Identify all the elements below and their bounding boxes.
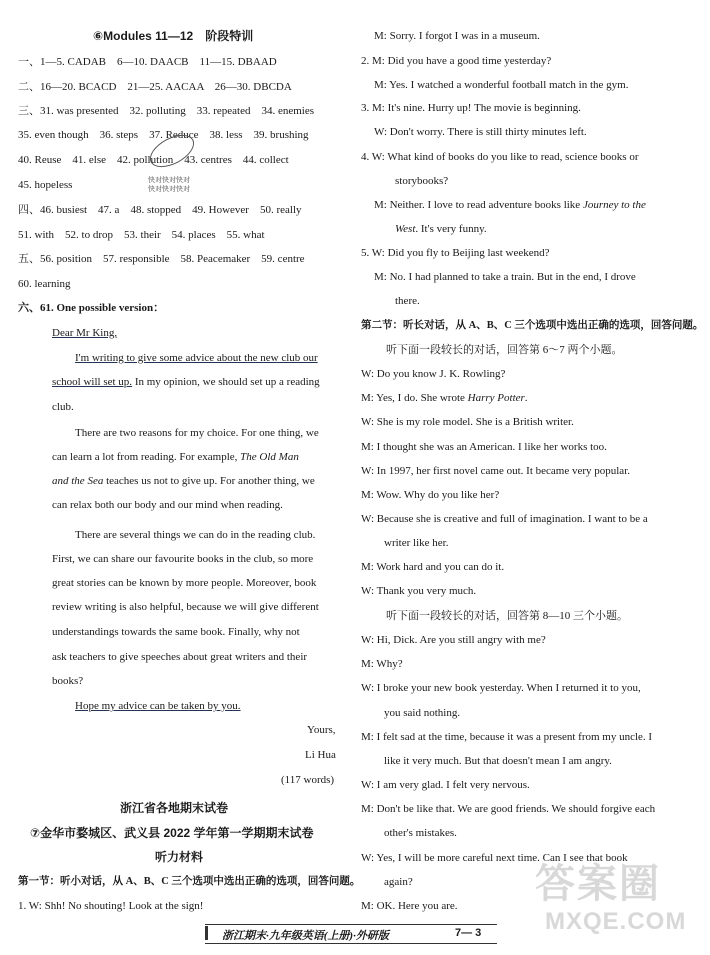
dialogue-line: W: I broke your new book yesterday. When I returned it to you,: [361, 682, 641, 694]
dialogue-line: 4. W: What kind of books do you like to read, science books or: [361, 151, 639, 163]
answer-line: 35. even though 36. steps 37. Reduce 38. less 39. brushing: [18, 129, 309, 141]
dialogue-line: M: Sorry. I forgot I was in a museum.: [374, 30, 540, 42]
essay-line: First, we can share our favourite books in the club, so more: [52, 553, 314, 565]
dialogue-text: .: [524, 392, 528, 404]
footer-bar-mark: [205, 926, 208, 940]
section-instruction: 第二节：听长对话，从 A、B、C 三个选项中选出正确的选项，回答问题。: [361, 320, 704, 331]
dialogue-line: storybooks?: [395, 175, 449, 187]
section-intro: 听下面一段较长的对话，回答第 6～7 两个小题。: [386, 344, 623, 356]
essay-line: ask teachers to give speeches about great writers and their: [52, 651, 308, 663]
essay-line: [52, 474, 315, 488]
answer-line: 一、1—5. CADAB 6—10. DAACB 11—15. DBAAD: [18, 56, 277, 68]
answer-line: 60. learning: [18, 278, 71, 290]
answer-line: 四、46. busiest 47. a 48. stopped 49. However 50. really: [18, 204, 302, 216]
answer-line: 二、16—20. BCACD 21—25. AACAA 26—30. DBCDA: [18, 81, 292, 93]
dialogue-line: M: Why?: [361, 658, 403, 670]
dialogue-line: [361, 391, 528, 405]
essay-line: [52, 450, 299, 464]
answer-line: 45. hopeless: [18, 179, 73, 191]
essay-line: club.: [52, 401, 74, 413]
closing: Yours,: [307, 724, 336, 736]
essay-line: can relax both our body and our mind when reading.: [52, 499, 283, 511]
dialogue-line: [374, 198, 646, 212]
dialogue-line: M: I thought she was an American. I like her works too.: [361, 441, 607, 453]
stamp-text: 快对快对快对: [148, 176, 190, 184]
book-title: Journey to the: [582, 199, 646, 211]
essay-text: can learn a lot from reading. For example,: [52, 451, 241, 463]
dialogue-line: W: Hi, Dick. Are you still angry with me?: [361, 634, 546, 646]
essay-line: I'm writing to give some advice about the new club our: [75, 352, 318, 364]
essay-text: In my opinion, we should set up a reading: [132, 376, 320, 388]
book-title: and the Sea: [52, 475, 104, 487]
watermark-logo: 答案圈: [535, 862, 661, 906]
essay-line: There are several things we can do in the reading club.: [75, 529, 316, 541]
essay-line: books?: [52, 675, 84, 687]
answer-line: 40. Reuse 41. else 42. pollution 43. centres 44. collect: [18, 154, 289, 166]
dialogue-line: [395, 222, 487, 236]
essay-line: great stories can be known by more people. Moreover, book: [52, 577, 317, 589]
essay-line: understandings towards the same book. Finally, why not: [52, 626, 300, 638]
dialogue-line: again?: [384, 876, 413, 888]
salutation: Dear Mr King,: [52, 327, 118, 339]
dialogue-line: W: Thank you very much.: [361, 585, 477, 597]
essay-line: [52, 375, 320, 389]
book-title: Harry Potter: [467, 392, 525, 404]
dialogue-text: M: Neither. I love to read adventure books like: [374, 199, 583, 211]
dialogue-line: M: I felt sad at the time, because it was a present from my uncle. I: [361, 731, 653, 743]
dialogue-text: M: Yes, I do. She wrote: [361, 392, 468, 404]
dialogue-line: W: She is my role model. She is a British writer.: [361, 416, 574, 428]
dialogue-line: 5. W: Did you fly to Beijing last weekend?: [361, 247, 550, 259]
dialogue-text: . It's very funny.: [415, 223, 487, 235]
dialogue-line: M: Wow. Why do you like her?: [361, 489, 500, 501]
book-title: West: [395, 223, 416, 235]
dialogue-line: you said nothing.: [384, 707, 461, 719]
dialogue-line: M: Yes. I watched a wonderful football match in the gym.: [374, 79, 629, 91]
section-instruction: 第一节：听小对话，从 A、B、C 三个选项中选出正确的选项，回答问题。: [18, 876, 361, 887]
dialogue-line: M: Don't be like that. We are good friends. We should forgive each: [361, 803, 656, 815]
watermark-url: MXQE.COM: [545, 908, 687, 935]
dialogue-line: W: I am very glad. I felt very nervous.: [361, 779, 530, 791]
listening-heading: 听力材料: [155, 850, 204, 864]
section-title: ⑥Modules 11—12 阶段特训: [93, 29, 254, 43]
essay-heading: 六、61. One possible version：: [18, 302, 165, 314]
footer-title: 浙江期末·九年级英语(上册)·外研版: [222, 930, 389, 942]
essay-line: review writing is also helpful, because we will give different: [52, 601, 319, 613]
dialogue-line: 1. W: Shh! No shouting! Look at the sign!: [18, 900, 204, 912]
dialogue-line: 2. M: Did you have a good time yesterday?: [361, 55, 552, 67]
book-title: The Old Man: [240, 451, 299, 463]
section-intro: 听下面一段较长的对话，回答第 8—10 三个小题。: [386, 610, 628, 622]
dialogue-line: W: Do you know J. K. Rowling?: [361, 368, 506, 380]
dialogue-line: 3. M: It's nine. Hurry up! The movie is beginning.: [361, 102, 581, 114]
answer-line: 五、56. position 57. responsible 58. Peacemaker 59. centre: [18, 253, 305, 265]
essay-line: Hope my advice can be taken by you.: [75, 700, 241, 712]
dialogue-line: M: OK. Here you are.: [361, 900, 458, 912]
essay-text: teaches us not to give up. For another thing, we: [103, 475, 315, 487]
dialogue-line: other's mistakes.: [384, 827, 457, 839]
answer-line: 51. with 52. to drop 53. their 54. places 55. what: [18, 229, 265, 241]
dialogue-line: M: Work hard and you can do it.: [361, 561, 505, 573]
essay-line: There are two reasons for my choice. For one thing, we: [75, 427, 319, 439]
answer-line: 三、31. was presented 32. polluting 33. repeated 34. enemies: [18, 105, 315, 117]
dialogue-line: W: Because she is creative and full of imagination. I want to be a: [361, 513, 648, 525]
page-number: 7— 3: [455, 927, 482, 939]
dialogue-line: W: Yes, I will be more careful next time. Can I see that book: [361, 852, 628, 864]
stamp-text: 快对快对快对: [148, 185, 190, 193]
dialogue-line: W: Don't worry. There is still thirty minutes left.: [374, 126, 587, 138]
dialogue-line: like it very much. But that doesn't mean I am angry.: [384, 755, 612, 767]
essay-underlined-text: school will set up.: [52, 376, 133, 388]
signature: Li Hua: [305, 749, 336, 761]
exam-heading: ⑦金华市婺城区、武义县 2022 学年第一学期期末试卷: [30, 826, 314, 840]
dialogue-line: writer like her.: [384, 537, 449, 549]
region-heading: 浙江省各地期末试卷: [120, 801, 229, 815]
dialogue-line: W: In 1997, her first novel came out. It became very popular.: [361, 465, 631, 477]
dialogue-line: M: No. I had planned to take a train. But in the end, I drove: [374, 271, 636, 283]
word-count: (117 words): [281, 774, 335, 786]
dialogue-line: there.: [395, 295, 420, 307]
